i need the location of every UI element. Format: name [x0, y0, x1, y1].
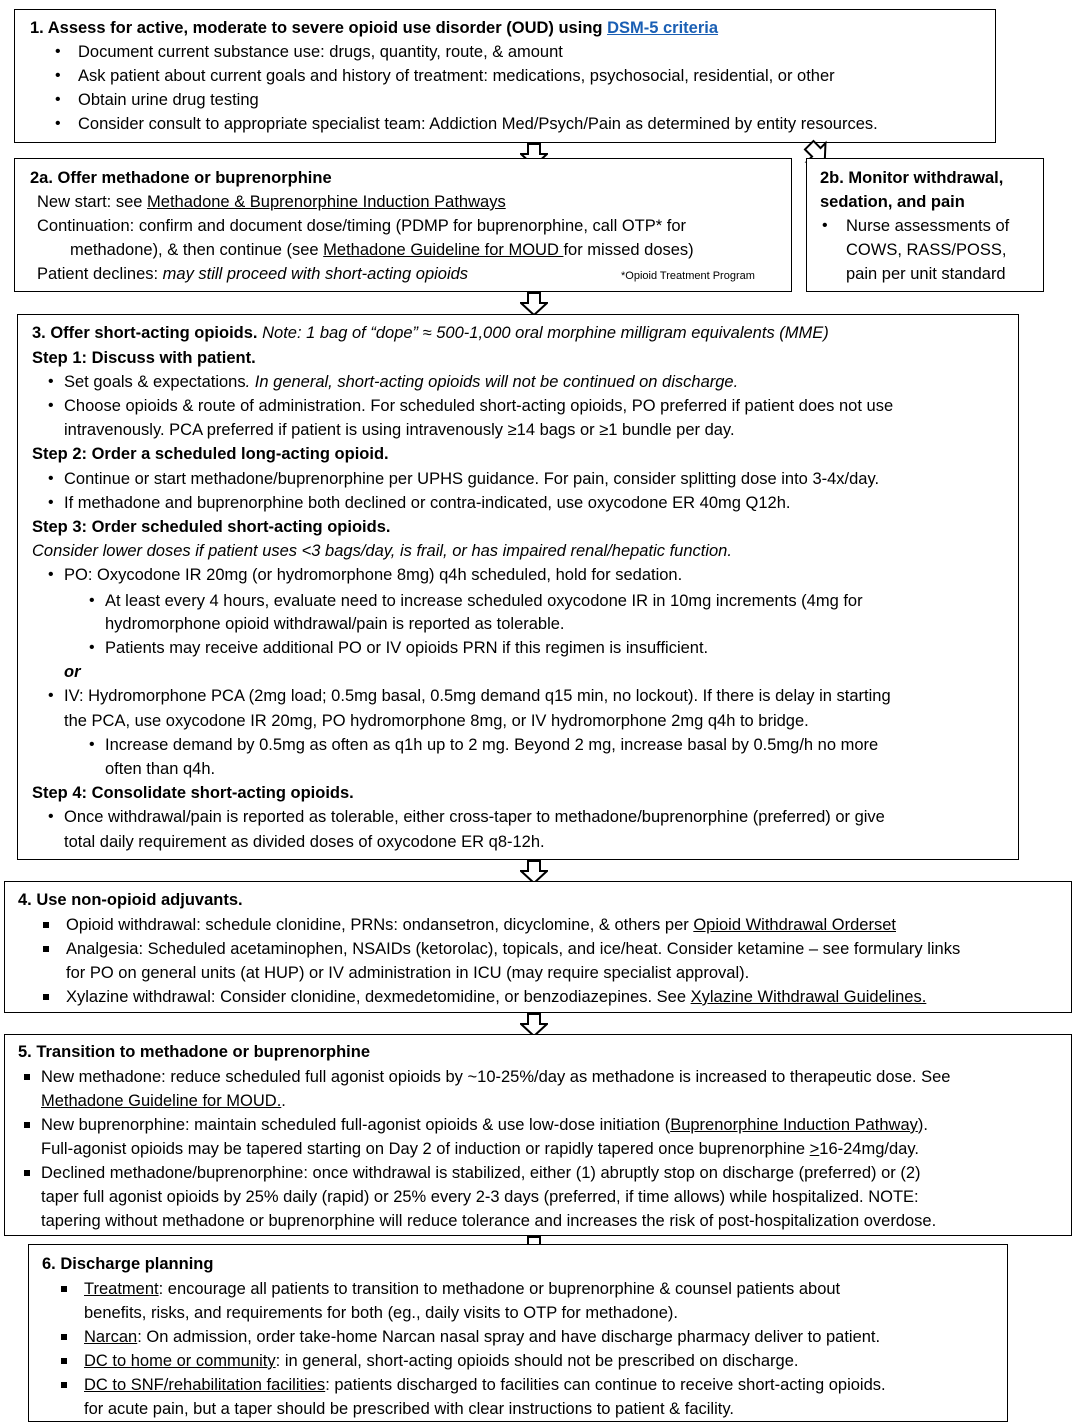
list-item: benefits, risks, and requirements for both (eg., daily visits to OTP for methadone).	[84, 1304, 678, 1322]
list-item: Set goals & expectations. In general, short-acting opioids will not be continued on discharge.	[64, 373, 739, 391]
step-4-heading: Step 4: Consolidate short-acting opioids.	[32, 784, 354, 802]
section-6-title: 6. Discharge planning	[42, 1255, 214, 1273]
list-item: intravenously. PCA preferred if patient is using intravenously ≥14 bags or ≥1 bundle per day.	[64, 421, 735, 439]
list-item: Declined methadone/buprenorphine: once withdrawal is stabilized, either (1) abruptly stop on discharge (preferred) or (2)	[41, 1164, 921, 1182]
section-4-title: 4. Use non-opioid adjuvants.	[18, 891, 243, 909]
section-2b-title: 2b. Monitor withdrawal,	[820, 169, 1004, 187]
list-item: Once withdrawal/pain is reported as tolerable, either cross-taper to methadone/buprenorphine (preferred) or give	[64, 808, 885, 826]
xylazine-guidelines-link[interactable]: Xylazine Withdrawal Guidelines.	[690, 988, 927, 1006]
list-item: total daily requirement as divided doses of oxycodone ER q8-12h.	[64, 833, 545, 851]
section-2a-title: 2a. Offer methadone or buprenorphine	[30, 169, 332, 187]
bullet: •	[48, 687, 54, 704]
square-bullet	[61, 1286, 67, 1292]
list-item: Document current substance use: drugs, quantity, route, & amount	[78, 43, 563, 61]
list-item: New buprenorphine: maintain scheduled full-agonist opioids & use low-dose initiation (Buprenorphine Induction Pathway).	[41, 1116, 928, 1134]
list-item: Obtain urine drug testing	[78, 91, 259, 109]
opioid-withdrawal-orderset-link[interactable]: Opioid Withdrawal Orderset	[693, 916, 896, 934]
list-item: Continue or start methadone/buprenorphine per UPHS guidance. For pain, consider splitting dose into 3-4x/day.	[64, 470, 880, 488]
list-item: New methadone: reduce scheduled full agonist opioids by ~10-25%/day as methadone is increased to therapeutic dose. See	[41, 1068, 951, 1086]
list-item: Methadone Guideline for MOUD..	[41, 1092, 286, 1110]
bullet: •	[55, 91, 61, 108]
text-line: methadone), & then continue (see Methadone Guideline for MOUD for missed doses)	[70, 241, 694, 259]
list-item: DC to home or community: in general, short-acting opioids should not be prescribed on discharge.	[84, 1352, 799, 1370]
list-item: Xylazine withdrawal: Consider clonidine, dexmedetomidine, or benzodiazepines. See Xylazine Withdrawal Guidelines.	[66, 988, 927, 1006]
step-2-heading: Step 2: Order a scheduled long-acting opioid.	[32, 445, 389, 463]
methadone-guideline-link[interactable]: Methadone Guideline for MOUD	[323, 241, 564, 259]
list-item: PO: Oxycodone IR 20mg (or hydromorphone 8mg) q4h scheduled, hold for sedation.	[64, 566, 683, 584]
bullet: •	[89, 639, 95, 656]
list-item: Analgesia: Scheduled acetaminophen, NSAIDs (ketorolac), topicals, and ice/heat. Consider ketamine – see formulary links	[66, 940, 961, 958]
bullet: •	[55, 43, 61, 60]
list-item: Increase demand by 0.5mg as often as q1h up to 2 mg. Beyond 2 mg, increase basal by 0.5mg/h no more	[105, 736, 879, 754]
bullet: •	[48, 494, 54, 511]
step-1-heading: Step 1: Discuss with patient.	[32, 349, 256, 367]
list-item: Consider consult to appropriate specialist team: Addiction Med/Psych/Pain as determined by entity resources.	[78, 115, 878, 133]
list-item: Full-agonist opioids may be tapered starting on Day 2 of induction or rapidly tapered once buprenorphine >16-24mg/day.	[41, 1140, 919, 1158]
bullet: •	[55, 115, 61, 132]
square-bullet	[24, 1122, 30, 1128]
list-item: At least every 4 hours, evaluate need to increase scheduled oxycodone IR in 10mg increments (4mg for	[105, 592, 863, 610]
text-line: Continuation: confirm and document dose/timing (PDMP for buprenorphine, call OTP* for	[37, 217, 687, 235]
list-item: COWS, RASS/POSS,	[846, 241, 1007, 259]
list-item: tapering without methadone or buprenorphine will reduce tolerance and increases the risk of post-hospitalization overdose.	[41, 1212, 937, 1230]
text-line: Patient declines: may still proceed with short-acting opioids	[37, 265, 469, 283]
bullet: •	[89, 592, 95, 609]
square-bullet	[61, 1334, 67, 1340]
list-item: Ask patient about current goals and history of treatment: medications, psychosocial, residential, or other	[78, 67, 835, 85]
square-bullet	[24, 1170, 30, 1176]
list-item: Treatment: encourage all patients to transition to methadone or buprenorphine & counsel patients about	[84, 1280, 841, 1298]
square-bullet	[43, 946, 49, 952]
list-item: hydromorphone opioid withdrawal/pain is reported as tolerable.	[105, 615, 565, 633]
bullet: •	[89, 736, 95, 753]
bullet: •	[48, 566, 54, 583]
induction-pathways-link[interactable]: Methadone & Buprenorphine Induction Pathways	[147, 193, 506, 211]
list-item: the PCA, use oxycodone IR 20mg, PO hydromorphone 8mg, or IV hydromorphone 2mg q4h to bridge.	[64, 712, 809, 730]
square-bullet	[24, 1074, 30, 1080]
step-3-heading: Step 3: Order scheduled short-acting opioids.	[32, 518, 391, 536]
list-item: Patients may receive additional PO or IV opioids PRN if this regimen is insufficient.	[105, 639, 709, 657]
list-item: IV: Hydromorphone PCA (2mg load; 0.5mg basal, 0.5mg demand q15 min, no lockout). If there is delay in starting	[64, 687, 891, 705]
square-bullet	[61, 1382, 67, 1388]
list-item: If methadone and buprenorphine both declined or contra-indicated, use oxycodone ER 40mg Q12h.	[64, 494, 791, 512]
dsm5-criteria-link[interactable]: DSM-5 criteria	[607, 19, 719, 37]
square-bullet	[43, 994, 49, 1000]
bullet: •	[48, 397, 54, 414]
footnote: *Opioid Treatment Program	[621, 270, 755, 282]
list-item: pain per unit standard	[846, 265, 1006, 283]
bullet: •	[822, 217, 828, 234]
list-item: for acute pain, but a taper should be prescribed with clear instructions to patient & facility.	[84, 1400, 734, 1418]
square-bullet	[61, 1358, 67, 1364]
section-5-title: 5. Transition to methadone or buprenorphine	[18, 1043, 371, 1061]
or-label: or	[64, 663, 81, 681]
section-2b-title: sedation, and pain	[820, 193, 965, 211]
buprenorphine-pathway-link[interactable]: Buprenorphine Induction Pathway	[670, 1116, 918, 1134]
section-3-title: 3. Offer short-acting opioids. Note: 1 bag of “dope” ≈ 500-1,000 oral morphine milligram equivalents (MME)	[32, 324, 829, 342]
bullet: •	[48, 373, 54, 390]
text-line: New start: see Methadone & Buprenorphine Induction Pathways	[37, 193, 506, 211]
section-1-title: 1. Assess for active, moderate to severe opioid use disorder (OUD) using DSM-5 criteria	[30, 19, 719, 37]
list-item: Narcan: On admission, order take-home Narcan nasal spray and have discharge pharmacy deliver to patient.	[84, 1328, 881, 1346]
bullet: •	[48, 470, 54, 487]
bullet: •	[48, 808, 54, 825]
list-item: taper full agonist opioids by 25% daily (rapid) or 25% every 2-3 days (preferred, if time allows) while hospitalized. NOTE:	[41, 1188, 919, 1206]
bullet: •	[55, 67, 61, 84]
square-bullet	[43, 922, 49, 928]
methadone-guideline-link[interactable]: Methadone Guideline for MOUD.	[41, 1092, 282, 1110]
list-item: Choose opioids & route of administration. For scheduled short-acting opioids, PO preferred if patient does not use	[64, 397, 894, 415]
list-item: Opioid withdrawal: schedule clonidine, PRNs: ondansetron, dicyclomine, & others per Opioid Withdrawal Orderset	[66, 916, 896, 934]
list-item: Nurse assessments of	[846, 217, 1010, 235]
list-item: DC to SNF/rehabilitation facilities: patients discharged to facilities can continue to receive short-acting opioids.	[84, 1376, 886, 1394]
step-3-note: Consider lower doses if patient uses <3 bags/day, is frail, or has impaired renal/hepatic function.	[32, 542, 732, 560]
list-item: often than q4h.	[105, 760, 216, 778]
list-item: for PO on general units (at HUP) or IV administration in ICU (may require specialist approval).	[66, 964, 750, 982]
